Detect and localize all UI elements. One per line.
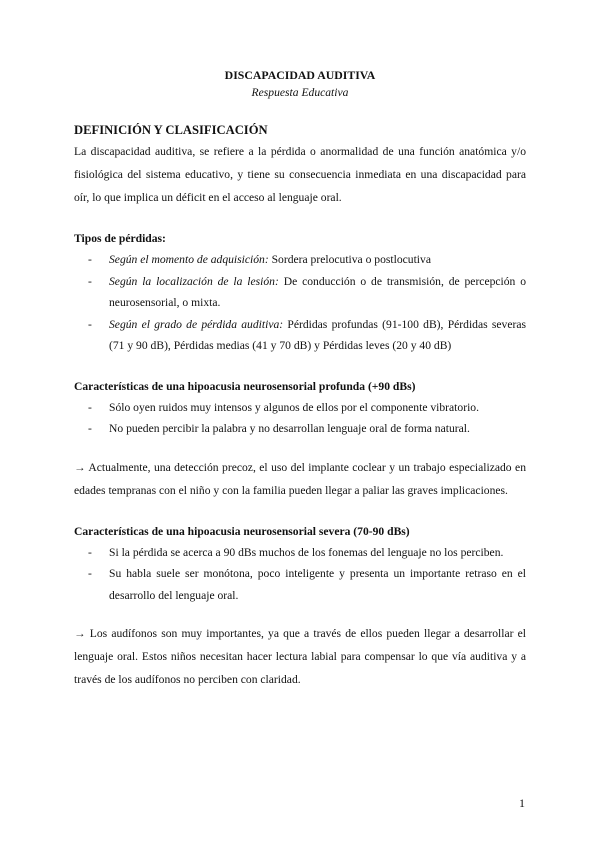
list-item-term: Según la localización de la lesión: xyxy=(109,274,279,288)
list-item-text: Sordera prelocutiva o postlocutiva xyxy=(268,253,431,266)
list-item-text: Sólo oyen ruidos muy intensos y algunos de ellos por el componente vibratorio. xyxy=(109,400,479,414)
document-title: DISCAPACIDAD AUDITIVA xyxy=(224,68,376,82)
list-item xyxy=(74,314,526,357)
dash-bullet: - xyxy=(88,317,92,331)
document-subtitle: Respuesta Educativa xyxy=(251,86,349,99)
severe-heading: Características de una hipoacusia neurosensorial severa (70-90 dBs) xyxy=(74,524,410,538)
dash-bullet: - xyxy=(88,253,92,266)
list-item-text: De conducción o de transmisión, de percepción o neurosensorial, o mixta. xyxy=(109,274,527,309)
dash-bullet: - xyxy=(88,274,92,288)
list-item xyxy=(74,397,526,419)
dash-bullet: - xyxy=(88,422,92,435)
list-item-text: Pérdidas profundas (91-100 dB), Pérdidas severas (71 y 90 dB), Pérdidas medias (41 y 70 dB) y Pérdidas leves (20 y 40 dB) xyxy=(109,317,526,352)
types-heading: Tipos de pérdidas: xyxy=(74,232,166,245)
dash-bullet: - xyxy=(88,567,92,580)
definition-paragraph: La discapacidad auditiva, se refiere a la pérdida o anormalidad de una función anatómica y/o fisiológica del sistema educativo, y tiene su consecuencia inmediata en una discapacidad para oír, lo que implica un déficit en el acceso al lenguaje oral. xyxy=(74,145,526,204)
list-item xyxy=(74,418,526,440)
list-item-text: No pueden percibir la palabra y no desarrollan lenguaje oral de forma natural. xyxy=(109,422,470,435)
list-item xyxy=(74,249,526,271)
list-item xyxy=(74,563,526,606)
profound-note: → Actualmente, una detección precoz, el uso del implante coclear y un trabajo especializado en edades tempranas con el niño y con la familia pueden llegar a paliar las graves implicaciones. xyxy=(74,460,526,497)
dash-bullet: - xyxy=(88,400,92,414)
list-item xyxy=(74,271,526,314)
severe-list xyxy=(74,542,526,607)
severe-note: → Los audífonos son muy importantes, ya que a través de ellos pueden llegar a desarrollar el lenguaje oral. Estos niños necesitan hacer lectura labial para compensar lo que vía auditiva y a través de los audífonos no perciben con claridad. xyxy=(74,627,526,686)
types-list xyxy=(74,249,526,357)
list-item-text: Su habla suele ser monótona, poco inteligente y presenta un importante retraso en el desarrollo del lenguaje oral. xyxy=(109,567,526,602)
document-page xyxy=(74,66,526,691)
page-number: 1 xyxy=(519,796,525,810)
profound-list xyxy=(74,397,526,440)
list-item-text: Si la pérdida se acerca a 90 dBs muchos de los fonemas del lenguaje no los perciben. xyxy=(109,545,504,559)
list-item-term: Según el momento de adquisición: xyxy=(109,253,269,266)
section-heading-definition: DEFINICIÓN Y CLASIFICACIÓN xyxy=(74,123,268,137)
list-item xyxy=(74,542,526,564)
list-item-term: Según el grado de pérdida auditiva: xyxy=(109,317,284,331)
profound-heading: Características de una hipoacusia neurosensorial profunda (+90 dBs) xyxy=(74,379,416,393)
dash-bullet: - xyxy=(88,545,92,559)
